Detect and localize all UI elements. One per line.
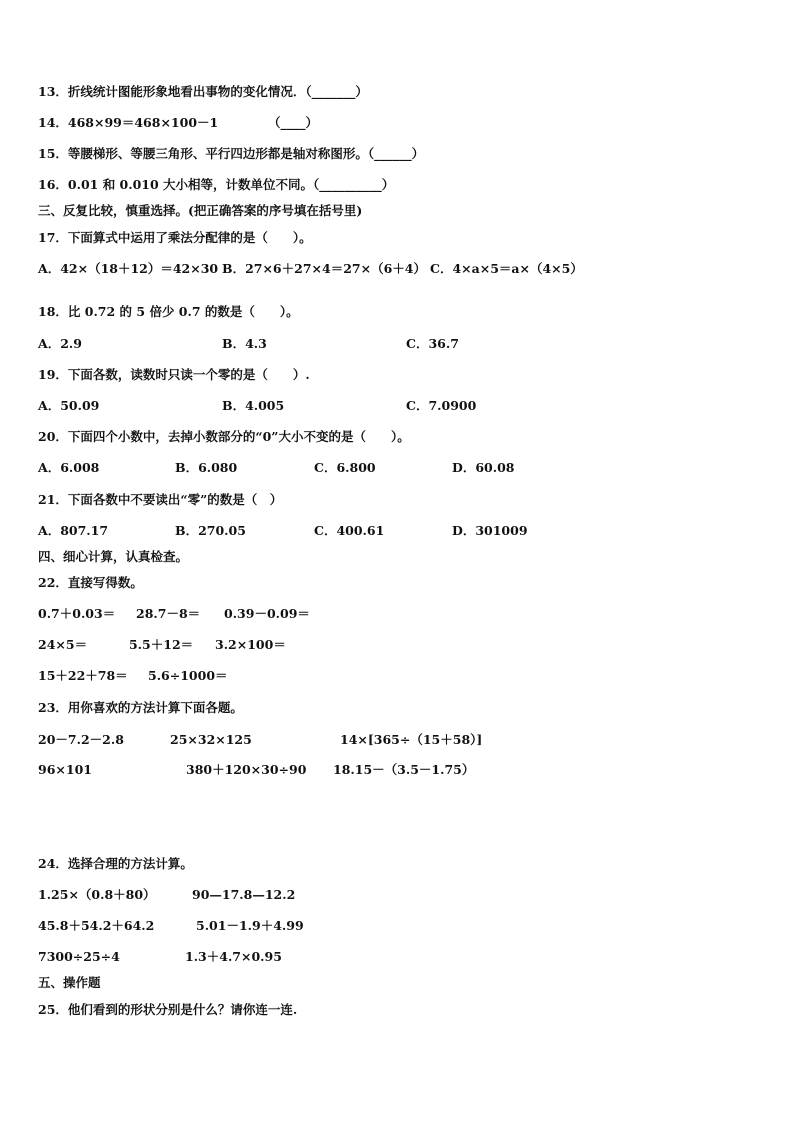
q17-option-c: C．4×a×5＝a×（4×5） bbox=[430, 261, 583, 276]
q20-option-a: A．6.008 bbox=[38, 460, 100, 475]
q21-option-c: C．400.61 bbox=[314, 523, 385, 538]
q22-item: 3.2×100＝ bbox=[215, 637, 286, 652]
q15-text: 15．等腰梯形、等腰三角形、平行四边形都是轴对称图形。（______） bbox=[38, 146, 425, 161]
q22-item: 0.39－0.09＝ bbox=[224, 606, 310, 621]
q23-item: 18.15－（3.5－1.75） bbox=[333, 762, 475, 777]
q22-stem: 22．直接写得数。 bbox=[38, 575, 143, 590]
q14-expression: 14．468×99＝468×100－1 bbox=[38, 115, 219, 130]
section-4-heading: 四、细心计算，认真检查。 bbox=[38, 549, 189, 564]
q17-stem: 17．下面算式中运用了乘法分配律的是（ ）。 bbox=[38, 230, 312, 245]
q24-item: 1.25×（0.8＋80） bbox=[38, 887, 156, 902]
q20-option-c: C．6.800 bbox=[314, 460, 376, 475]
q19-option-b: B．4.005 bbox=[222, 398, 285, 413]
q22-item: 24×5＝ bbox=[38, 637, 88, 652]
q20-option-b: B．6.080 bbox=[175, 460, 238, 475]
q22-item: 5.5＋12＝ bbox=[129, 637, 194, 652]
q24-item: 45.8＋54.2＋64.2 bbox=[38, 918, 155, 933]
q19-option-a: A．50.09 bbox=[38, 398, 100, 413]
q22-item: 28.7－8＝ bbox=[136, 606, 201, 621]
q22-item: 0.7＋0.03＝ bbox=[38, 606, 116, 621]
q20-option-d: D．60.08 bbox=[452, 460, 515, 475]
q21-option-a: A．807.17 bbox=[38, 523, 109, 538]
q24-stem: 24．选择合理的方法计算。 bbox=[38, 856, 193, 871]
q24-item: 1.3＋4.7×0.95 bbox=[185, 949, 282, 964]
q13-text: 13．折线统计图能形象地看出事物的变化情况．（_______） bbox=[38, 84, 368, 99]
q18-option-b: B．4.3 bbox=[222, 336, 267, 351]
q22-item: 5.6÷1000＝ bbox=[148, 668, 228, 683]
q24-item: 90—17.8—12.2 bbox=[192, 887, 296, 902]
q23-item: 96×101 bbox=[38, 762, 92, 777]
section-3-heading: 三、反复比较，慎重选择。(把正确答案的序号填在括号里) bbox=[38, 203, 363, 218]
q20-stem: 20．下面四个小数中，去掉小数部分的“0”大小不变的是（ ）。 bbox=[38, 429, 410, 444]
q18-stem: 18．比 0.72 的 5 倍少 0.7 的数是（ ）。 bbox=[38, 304, 299, 319]
q17-option-b: B．27×6＋27×4＝27×（6＋4） bbox=[222, 261, 426, 276]
q21-option-d: D．301009 bbox=[452, 523, 528, 538]
q18-option-c: C．36.7 bbox=[406, 336, 459, 351]
q25-text: 25．他们看到的形状分别是什么？请你连一连. bbox=[38, 1002, 298, 1017]
q18-option-a: A．2.9 bbox=[38, 336, 82, 351]
q19-stem: 19．下面各数，读数时只读一个零的是（ ）. bbox=[38, 367, 310, 382]
q14-answer-blank: （____） bbox=[268, 115, 319, 130]
q23-item: 25×32×125 bbox=[170, 732, 252, 747]
q19-option-c: C．7.0900 bbox=[406, 398, 477, 413]
q24-item: 7300÷25÷4 bbox=[38, 949, 120, 964]
q23-item: 14×[365÷（15＋58）] bbox=[340, 732, 483, 747]
q21-option-b: B．270.05 bbox=[175, 523, 246, 538]
section-5-heading: 五、操作题 bbox=[38, 975, 101, 990]
q21-stem: 21．下面各数中不要读出“零”的数是（ ） bbox=[38, 492, 283, 507]
q22-item: 15＋22＋78＝ bbox=[38, 668, 128, 683]
q23-item: 20－7.2－2.8 bbox=[38, 732, 124, 747]
q24-item: 5.01－1.9＋4.99 bbox=[196, 918, 304, 933]
q16-text: 16．0.01 和 0.010 大小相等，计数单位不同。（__________） bbox=[38, 177, 395, 192]
q17-option-a: A．42×（18＋12）＝42×30 bbox=[38, 261, 219, 276]
q23-stem: 23．用你喜欢的方法计算下面各题。 bbox=[38, 700, 243, 715]
q23-item: 380＋120×30÷90 bbox=[186, 762, 307, 777]
